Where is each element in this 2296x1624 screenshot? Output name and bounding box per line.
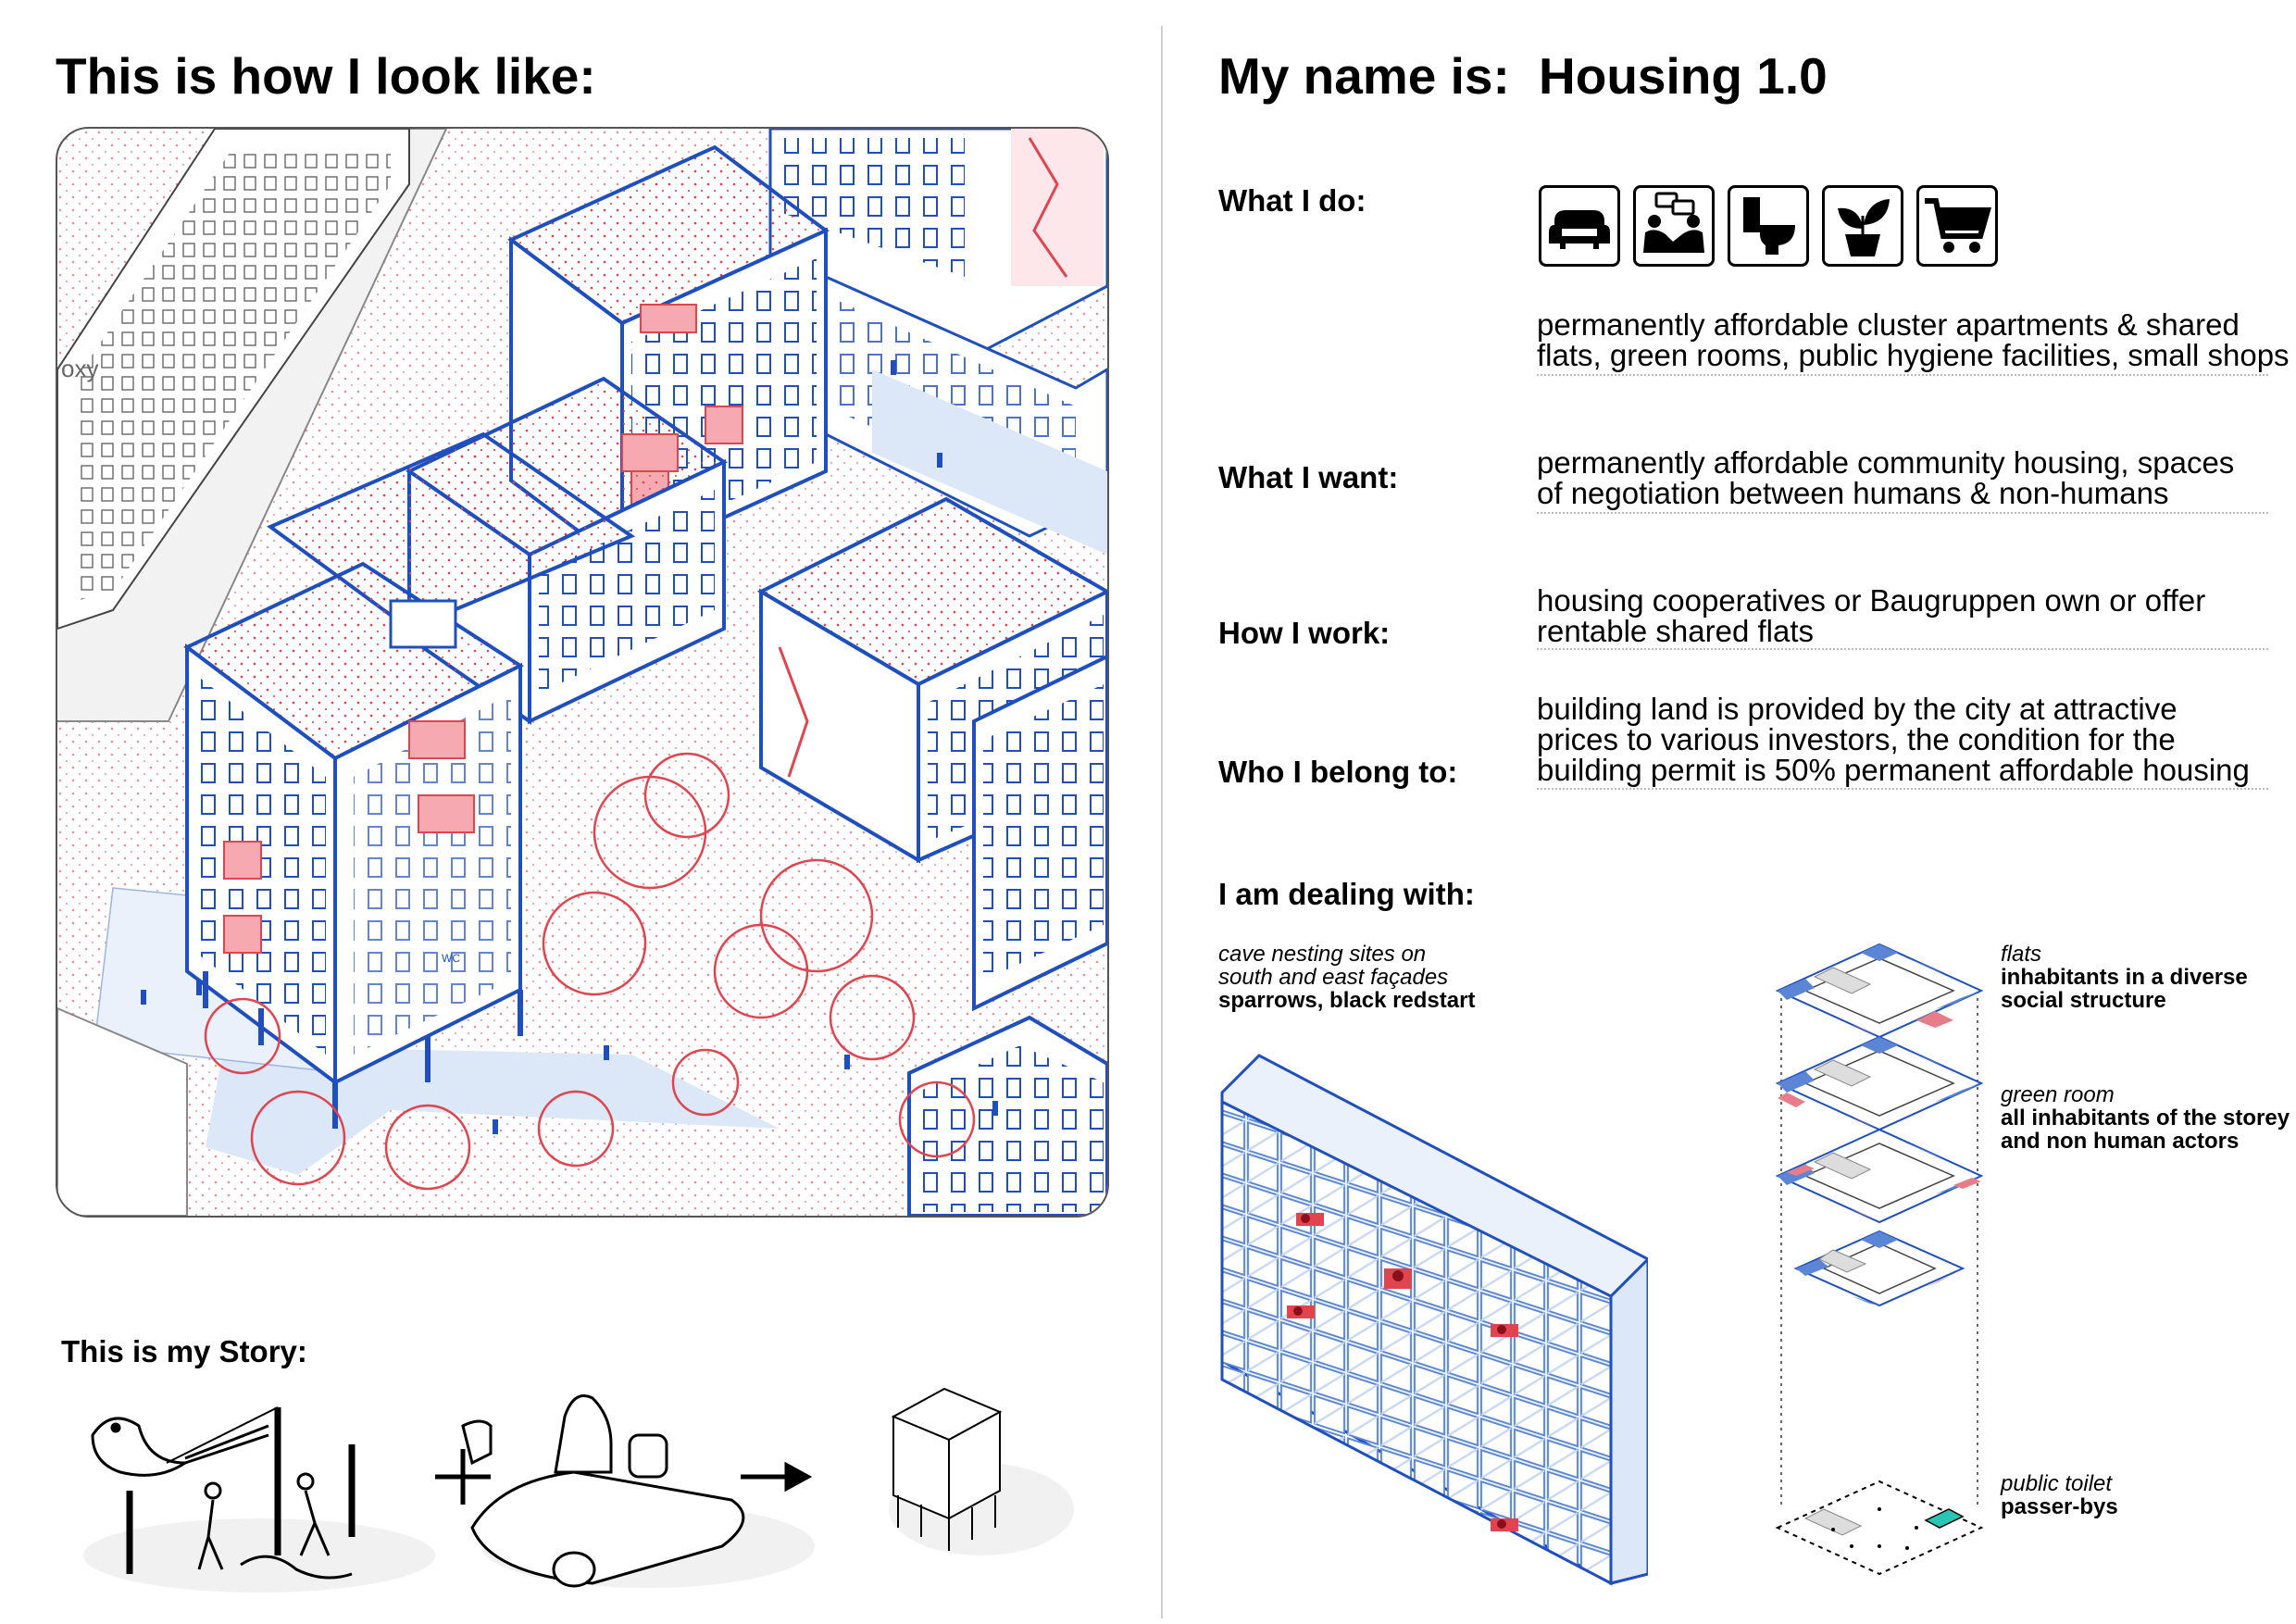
who-i-belong-to-line-2: prices to various investors, the condition for the bbox=[1537, 722, 2176, 756]
how-i-work-text bbox=[1537, 585, 2205, 646]
shopping-cart-icon bbox=[1916, 185, 1998, 267]
plant-pot-icon bbox=[1822, 185, 1903, 267]
plan-public-toilet bbox=[1778, 1481, 1981, 1574]
name-prefix: My name is: bbox=[1218, 47, 1510, 105]
flats-annotation bbox=[2001, 943, 2248, 1013]
green-room-bold-2: and non human actors bbox=[2001, 1129, 2240, 1155]
what-i-do-label: What I do: bbox=[1218, 183, 1366, 218]
arrow-icon bbox=[741, 1466, 807, 1488]
what-i-do-line-2: flats, green rooms, public hygiene facilities, small shops bbox=[1537, 338, 2290, 372]
who-i-belong-to-line-1: building land is provided by the city at attractive bbox=[1537, 692, 2177, 726]
toilet-icon bbox=[1728, 185, 1809, 267]
what-i-want-line-2: of negotiation between humans & non-humans bbox=[1537, 476, 2169, 510]
who-i-belong-to-text bbox=[1537, 693, 2250, 785]
facade-annotation bbox=[1218, 943, 1475, 1013]
plan-green-room bbox=[1778, 1037, 1981, 1130]
armchair-icon bbox=[1539, 185, 1620, 267]
nesting-facade-drawing bbox=[1213, 1046, 1648, 1593]
public-toilet-italic: public toilet bbox=[2001, 1471, 2113, 1496]
conversation-icon bbox=[1633, 185, 1715, 267]
plan-level-3 bbox=[1778, 1130, 1981, 1222]
flats-bold-1: inhabitants in a diverse bbox=[2001, 965, 2248, 991]
what-i-do-text bbox=[1537, 307, 2290, 372]
story-title: This is my Story: bbox=[61, 1334, 307, 1368]
dotted-separator bbox=[1537, 512, 2268, 514]
what-i-want-label: What I want: bbox=[1218, 460, 1399, 494]
project-name: Housing 1.0 bbox=[1539, 47, 1828, 105]
flats-bold-2: social structure bbox=[2001, 988, 2166, 1014]
how-i-work-line-1: housing cooperatives or Baugruppen own or offer bbox=[1537, 583, 2206, 618]
who-i-belong-to-line-3: building permit is 50% permanent affordable housing bbox=[1537, 753, 2250, 787]
facade-italic-2: south and east façades bbox=[1218, 965, 1449, 991]
what-i-want-text bbox=[1537, 447, 2234, 508]
green-room-italic: green room bbox=[2001, 1082, 2115, 1107]
who-i-belong-to-label: Who I belong to: bbox=[1218, 755, 1458, 789]
wc-label: WC bbox=[442, 952, 460, 965]
green-room-annotation bbox=[2001, 1083, 2290, 1154]
axonometric-illustration bbox=[56, 127, 1109, 1218]
plan-level-4 bbox=[1796, 1231, 1963, 1305]
floor-plan-stack bbox=[1768, 935, 1990, 1583]
how-i-work-line-2: rentable shared flats bbox=[1537, 614, 1815, 648]
public-toilet-bold: passer-bys bbox=[2001, 1494, 2118, 1520]
green-room-bold-1: all inhabitants of the storey bbox=[2001, 1106, 2290, 1131]
dotted-separator bbox=[1537, 648, 2268, 650]
facade-bold: sparrows, black redstart bbox=[1218, 988, 1476, 1014]
bird-icon bbox=[93, 1418, 268, 1475]
what-i-do-line-1: permanently affordable cluster apartments & shared bbox=[1537, 307, 2240, 342]
plan-flats bbox=[1778, 944, 1981, 1037]
flats-italic: flats bbox=[2001, 942, 2042, 967]
what-i-want-line-1: permanently affordable community housing, spaces bbox=[1537, 445, 2235, 480]
story-diagram bbox=[56, 1370, 1111, 1602]
how-i-work-label: How I work: bbox=[1218, 616, 1391, 650]
dealing-title: I am dealing with: bbox=[1218, 877, 1475, 911]
dotted-separator bbox=[1537, 374, 2268, 376]
facade-italic-1: cave nesting sites on bbox=[1218, 942, 1427, 967]
dotted-separator bbox=[1537, 788, 2268, 790]
page-title: This is how I look like: bbox=[56, 47, 596, 105]
column-divider bbox=[1161, 26, 1163, 1618]
public-toilet-annotation bbox=[2001, 1472, 2118, 1518]
map-label: oxy bbox=[61, 355, 99, 382]
